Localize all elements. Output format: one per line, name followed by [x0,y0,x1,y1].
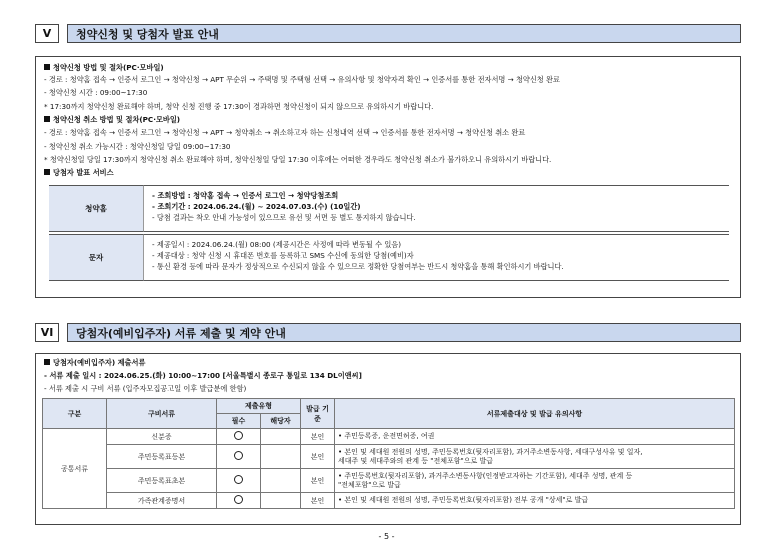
header-issue: 발급 기준 [301,399,335,429]
header-applicable: 해당자 [261,414,301,429]
applicable-cell [261,493,301,509]
docs-date: - 서류 제출 일시 : 2024.06.25.(화) 10:00~17:00 [서울특별시 종로구 통일로 134 DL이앤씨] [44,371,362,380]
table-row [43,469,735,493]
header-document: 구비서류 [107,399,217,429]
circle-mark-icon [234,495,243,504]
section-5-header [35,24,741,43]
square-bullet-icon [44,64,50,70]
service-line: - 제공일시 : 2024.06.24.(월) 08:00 (제공시간은 사정에 따라 변동될 수 있음) [152,240,402,249]
service-label: 문자 [49,234,143,281]
service-line: - 통신 환경 등에 따라 문자가 정상적으로 수신되지 않을 수 있으므로 정확한 당첨여부는 반드시 청약홈을 통해 확인하시기 바랍니다. [152,262,564,271]
notes-cell: • 주민등록번호(뒷자리포함), 과거주소변동사항(인정받고자하는 기간포함), 세대주 성명, 관계 등 "전체포함"으로 발급 [335,469,735,493]
required-cell [217,429,261,445]
header-submit-type: 제출유형 [217,399,301,414]
service-content [143,234,729,281]
service-line: - 조회방법 : 청약홈 접속 → 인증서 로그인 → 청약당첨조회 [152,191,339,200]
service-line: - 당첨 결과는 착오 안내 가능성이 있으므로 유선 및 서면 등 별도 통지하지 않습니다. [152,213,416,222]
circle-mark-icon [234,475,243,484]
notes-cell: • 주민등록증, 운전면허증, 여권 [335,429,735,445]
square-bullet-icon [44,169,50,175]
square-bullet-icon [44,359,50,365]
docs-heading: 당첨자(예비입주자) 제출서류 [44,358,145,367]
service-row-cheongyakhome [49,185,729,232]
group-label: 공통서류 [43,429,107,509]
circle-mark-icon [234,431,243,440]
cancel-note: * 청약신청일 당일 17:30까지 청약신청 취소 완료해야 하며, 청약신청일 당일 17:30 이후에는 어떠한 경우라도 청약신청 취소가 불가하오니 유의하시기 바랍니다. [44,155,552,164]
section-5-box [35,56,741,298]
apply-heading: 청약신청 방법 및 절차(PC·모바일) [44,63,164,72]
cancel-time: - 청약신청 취소 가능시간 : 청약신청일 당일 09:00~17:30 [44,142,231,151]
required-cell [217,493,261,509]
apply-note: * 17:30까지 청약신청 완료해야 하며, 청약 신청 진행 중 17:30이 경과하면 청약신청이 되지 않으므로 유의하시기 바랍니다. [44,102,434,111]
apply-path: - 경로 : 청약홈 접속 → 인증서 로그인 → 청약신청 → APT 무순위 → 주택명 및 주택형 선택 → 유의사항 및 청약자격 확인 → 인증서를 통한 전자서명 → 청약신청 완료 [44,75,560,84]
notes-cell: • 본인 및 세대원 전원의 성명, 주민등록번호(뒷자리포함), 과거주소변동사항, 세대구성사유 및 일자, 세대주 및 세대주와의 관계 등 "전체포함"으로 발급 [335,445,735,469]
section-5-title: 청약신청 및 당첨자 발표 안내 [67,24,741,43]
table-row [43,445,735,469]
table-header-row [43,399,735,414]
doc-name: 주민등록표등본 [107,445,217,469]
section-6-number: VI [35,323,59,342]
circle-mark-icon [234,451,243,460]
service-row-sms [49,234,729,281]
doc-name: 주민등록표초본 [107,469,217,493]
applicable-cell [261,469,301,493]
issue-cell: 본인 [301,469,335,493]
page-number: - 5 - [378,532,395,541]
doc-name: 가족관계증명서 [107,493,217,509]
issue-cell: 본인 [301,429,335,445]
cancel-path: - 경로 : 청약홈 접속 → 인증서 로그인 → 청약신청 → APT → 청약취소 → 취소하고자 하는 신청내역 선택 → 인증서를 통한 전자서명 → 청약신청 취소 완료 [44,128,526,137]
apply-time: - 청약신청 시간 : 09:00~17:30 [44,88,148,97]
section-6-title: 당첨자(예비입주자) 서류 제출 및 계약 안내 [67,323,741,342]
doc-name: 신분증 [107,429,217,445]
service-heading: 당첨자 발표 서비스 [44,168,114,177]
service-line: - 조회기간 : 2024.06.24.(월) ~ 2024.07.03.(수) (10일간) [152,202,361,211]
required-cell [217,469,261,493]
table-row [43,493,735,509]
section-5-number: V [35,24,59,43]
header-category: 구분 [43,399,107,429]
header-notes: 서류제출대상 및 발급 유의사항 [335,399,735,429]
applicable-cell [261,445,301,469]
section-6-box [35,353,741,525]
required-cell [217,445,261,469]
documents-table [42,398,735,509]
section-6-header [35,323,741,342]
service-label: 청약홈 [49,185,143,232]
issue-cell: 본인 [301,445,335,469]
applicable-cell [261,429,301,445]
square-bullet-icon [44,116,50,122]
service-content [143,185,729,232]
header-required: 필수 [217,414,261,429]
docs-note: - 서류 제출 시 구비 서류 (입주자모집공고일 이후 발급분에 한함) [44,384,247,393]
cancel-heading: 청약신청 취소 방법 및 절차(PC·모바일) [44,115,180,124]
table-row [43,429,735,445]
service-line: - 제공대상 : 청약 신청 시 휴대폰 번호를 등록하고 SMS 수신에 동의한 당첨(예비)자 [152,251,414,260]
issue-cell: 본인 [301,493,335,509]
notes-cell: • 본인 및 세대원 전원의 성명, 주민등록번호(뒷자리포함) 전부 공개 "상세"로 발급 [335,493,735,509]
